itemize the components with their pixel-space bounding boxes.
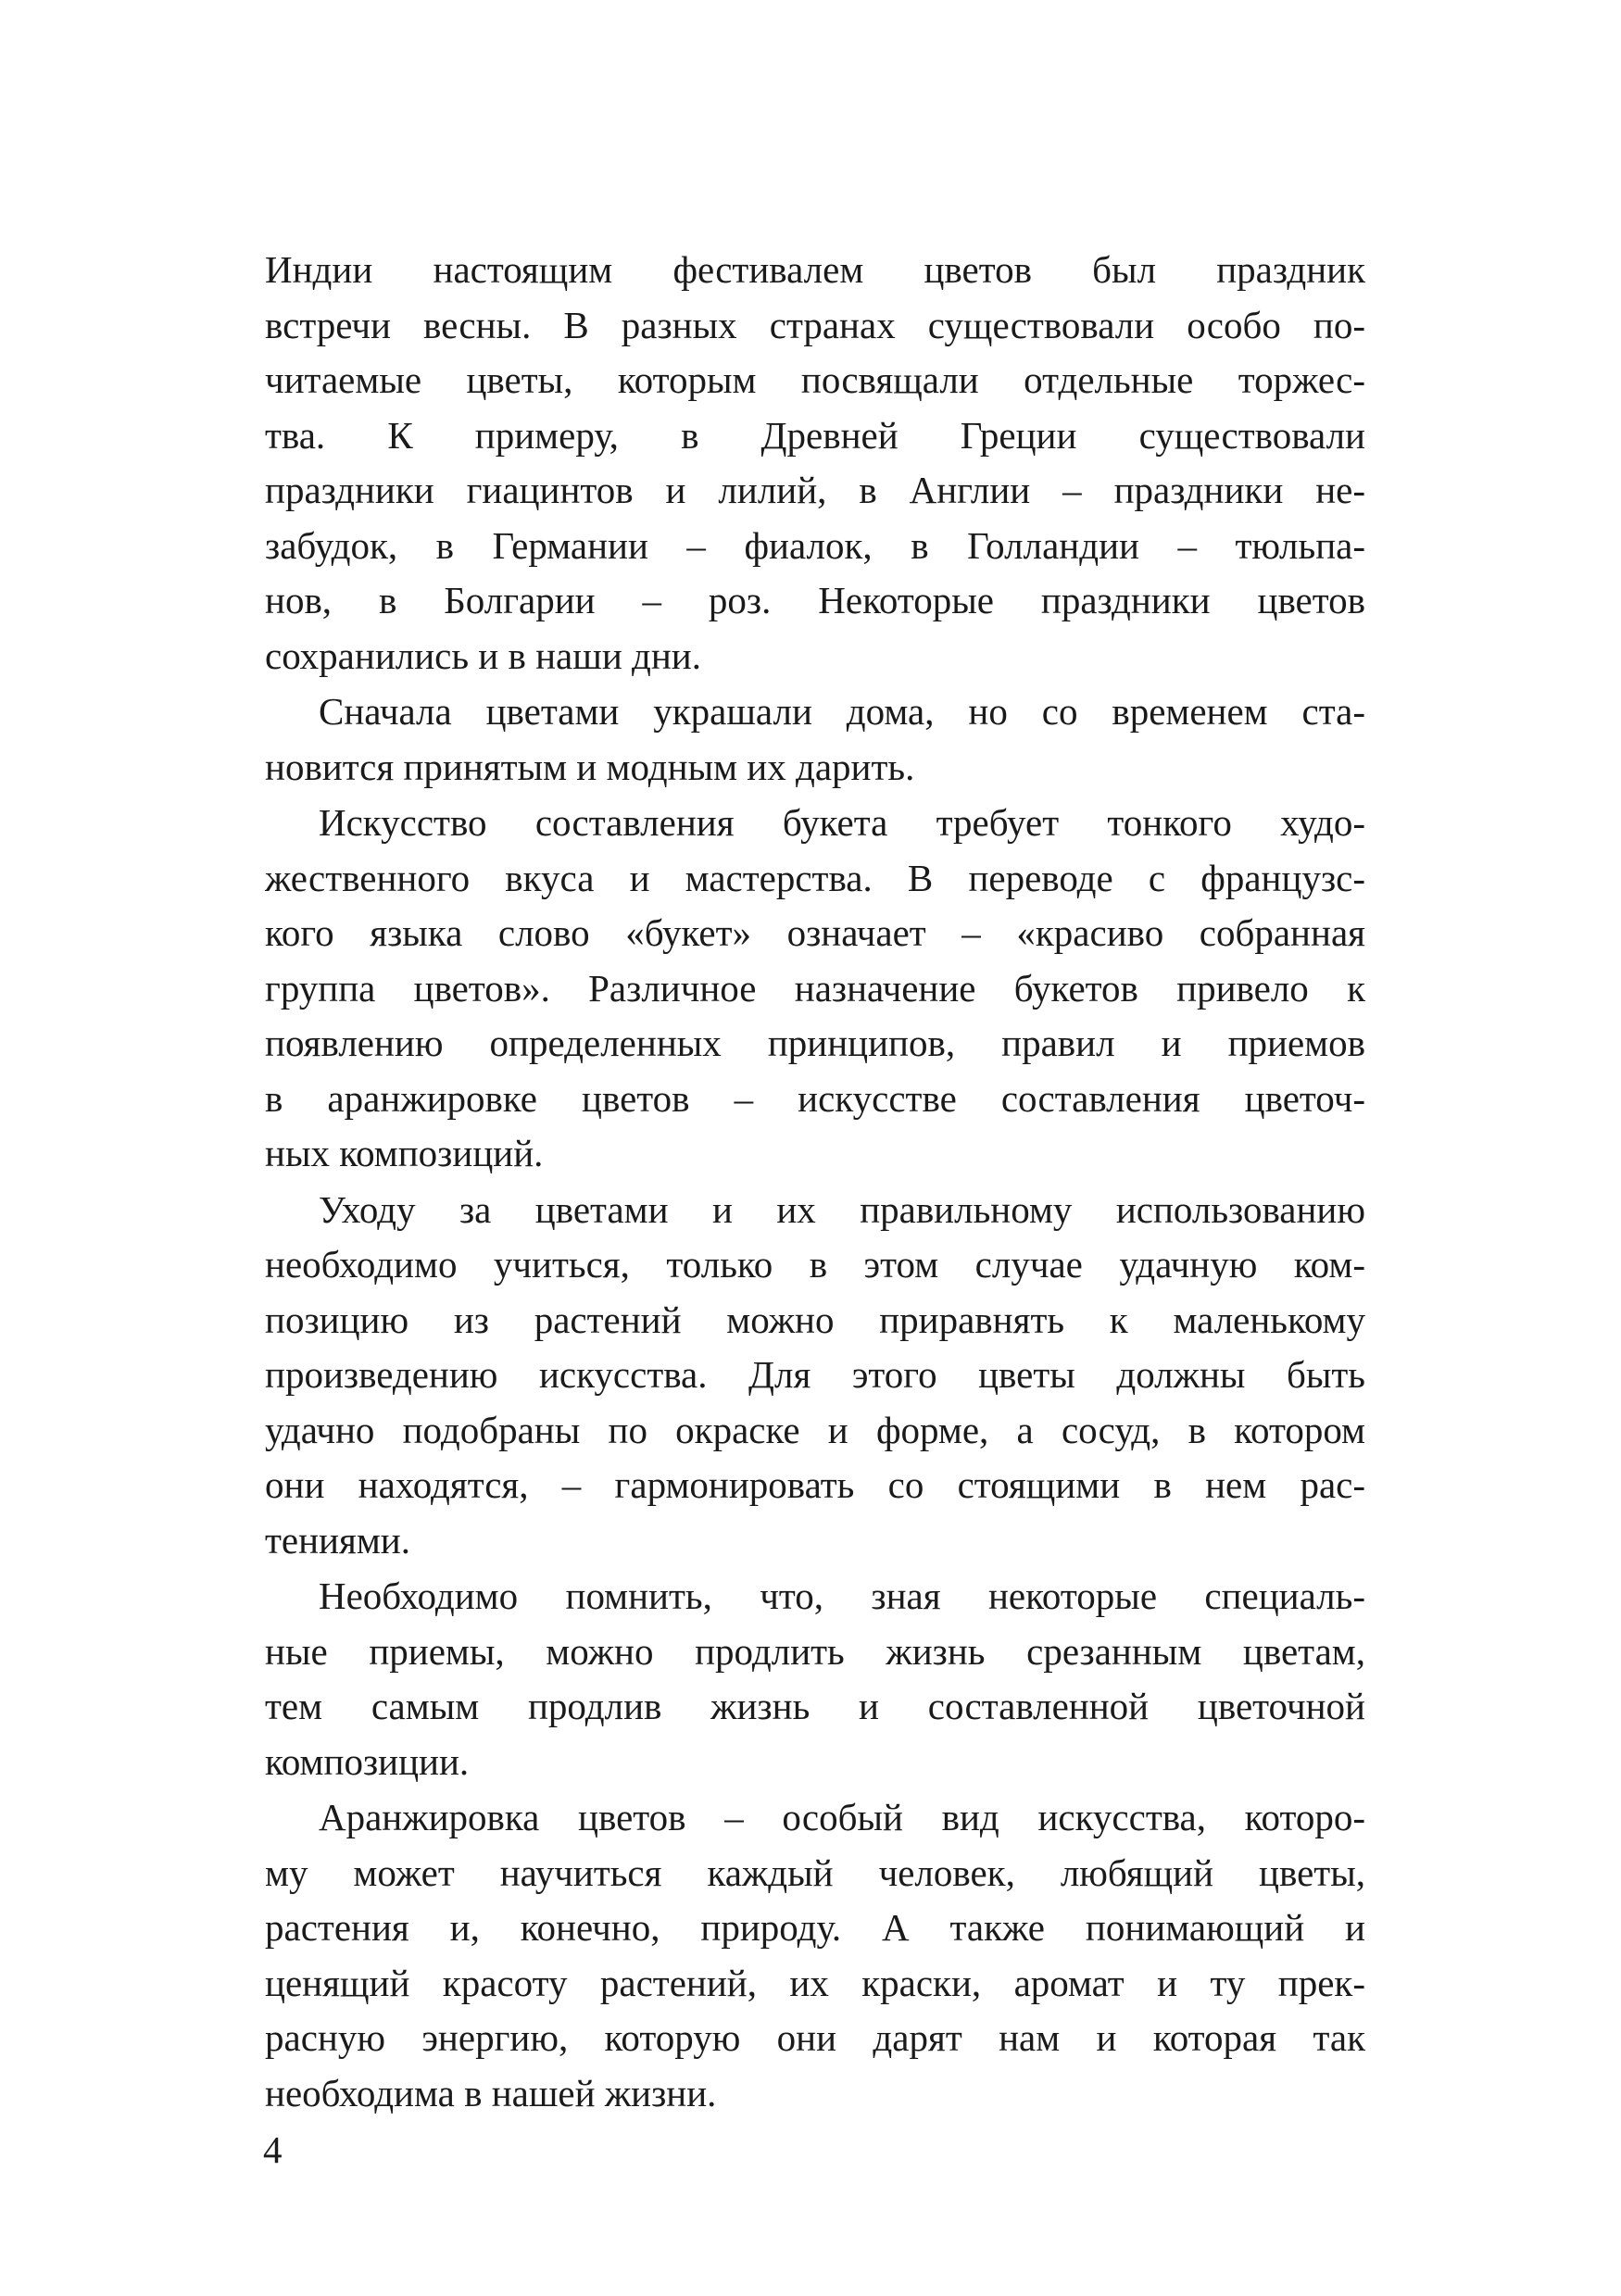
text-line: тем самым продлив жизнь и составленной цветочной (265, 1685, 1365, 1727)
text-line: необходима в нашей жизни. (265, 2071, 717, 2114)
text-line: Аранжировка цветов – особый вид искусства, которо- (319, 1796, 1365, 1838)
paragraph-3 (265, 796, 1365, 1182)
text-line: му может научиться каждый человек, любящий цветы, (265, 1851, 1365, 1894)
text-line: они находятся, – гармонировать со стоящими в нем рас- (265, 1463, 1365, 1506)
text-line: ных композиций. (265, 1132, 544, 1174)
paragraph-1 (265, 243, 1365, 684)
text-line: Индии настоящим фестивалем цветов был праздник (265, 248, 1365, 291)
text-line: тениями. (265, 1518, 410, 1562)
text-line: появлению определенных принципов, правил и приемов (265, 1022, 1365, 1064)
text-line: расную энергию, которую они дарят нам и которая так (265, 2016, 1365, 2059)
page-number: 4 (263, 2128, 283, 2171)
text-line: Необходимо помнить, что, зная некоторые специаль- (319, 1575, 1365, 1617)
text-line: Сначала цветами украшали дома, но со временем ста- (319, 690, 1365, 733)
text-line: Уходу за цветами и их правильному использованию (319, 1187, 1365, 1231)
text-line: растения и, конечно, природу. А также понимающий и (265, 1906, 1365, 1949)
text-line: жественного вкуса и мастерства. В переводе с французс- (265, 856, 1365, 899)
paragraph-5 (265, 1569, 1365, 1789)
text-line: забудок, в Германии – фиалок, в Голландии – тюльпа- (265, 523, 1365, 567)
text-line: читаемые цветы, которым посвящали отдельные торжес- (265, 358, 1365, 401)
text-line: композиции. (265, 1739, 470, 1783)
text-line: необходимо учиться, только в этом случае удачную ком- (265, 1243, 1365, 1286)
text-line: позицию из растений можно приравнять к маленькому (265, 1298, 1365, 1341)
paragraph-2 (265, 684, 1365, 795)
text-line: сохранились и в наши дни. (265, 634, 701, 677)
text-line: тва. К примеру, в Древней Греции существовали (265, 413, 1365, 457)
text-line: кого языка слово «букет» означает – «красиво собранная (265, 911, 1365, 954)
text-line: в аранжировке цветов – искусстве составления цветоч- (265, 1076, 1365, 1120)
paragraph-4 (265, 1183, 1365, 1569)
text-line: новится принятым и модным их дарить. (265, 745, 915, 788)
text-line: удачно подобраны по окраске и форме, а сосуд, в котором (265, 1408, 1365, 1451)
text-line: группа цветов». Различное назначение букетов привело к (265, 966, 1365, 1010)
text-line: Искусство составления букета требует тонкого худо- (319, 801, 1365, 844)
text-line: произведению искусства. Для этого цветы должны быть (265, 1353, 1365, 1396)
text-line: праздники гиацинтов и лилий, в Англии – праздники не- (265, 469, 1365, 511)
text-line: нов, в Болгарии – роз. Некоторые праздники цветов (265, 579, 1365, 621)
text-line: ные приемы, можно продлить жизнь срезанным цветам, (265, 1629, 1365, 1673)
paragraph-6 (265, 1790, 1365, 2121)
text-line: встречи весны. В разных странах существовали особо по- (265, 303, 1365, 346)
body-text (265, 243, 1365, 2121)
text-line: ценящий красоту растений, их краски, аромат и ту прек- (265, 1961, 1365, 2004)
